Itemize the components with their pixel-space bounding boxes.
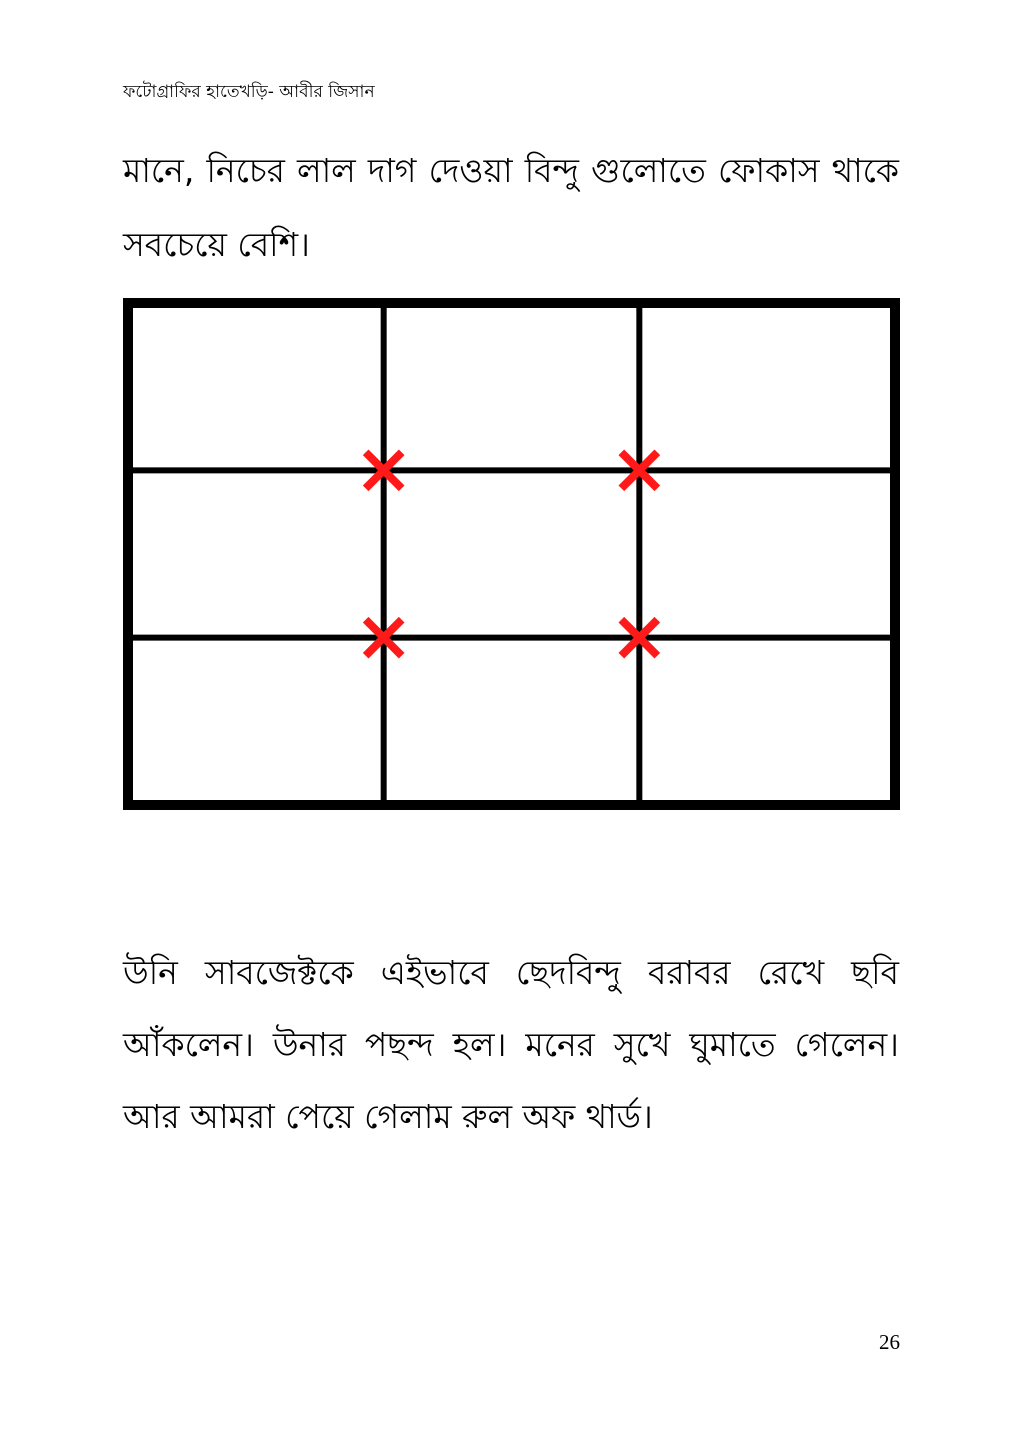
- page-number: 26: [879, 1330, 900, 1354]
- rule-of-thirds-grid: [123, 298, 900, 810]
- rule-of-thirds-figure: [123, 298, 900, 810]
- paragraph-intro: মানে, নিচের লাল দাগ দেওয়া বিন্দু গুলোতে ফোকাস থাকে সবচেয়ে বেশি।: [123, 151, 899, 264]
- paragraph-conclusion: উনি সাবজেক্টকে এইভাবে ছেদবিন্দু বরাবর রেখে ছবি আঁকলেন। উনার পছন্দ হল। মনের সুখে ঘুমাতে গেলেন। আর আমরা পেয়ে গেলাম রুল অফ থার্ড।: [123, 953, 899, 1136]
- grid-frame: [128, 303, 895, 805]
- running-header: ফটোগ্রাফির হাতেখড়ি- আবীর জিসান: [123, 82, 375, 102]
